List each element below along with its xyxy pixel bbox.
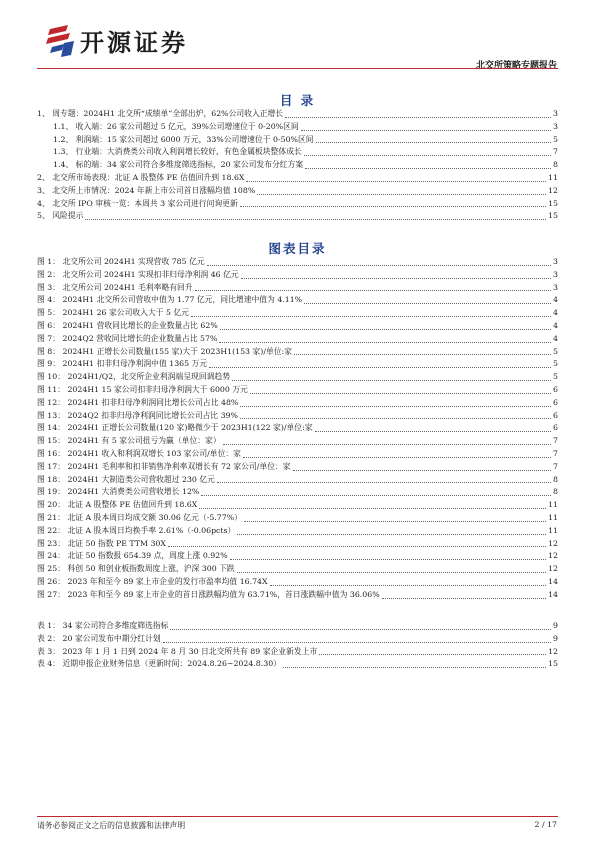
figure-entry-title: 图 22： 北证 A 股本周日均换手率 2.61%（-0.06pcts） <box>37 525 236 535</box>
dot-leader <box>209 367 551 368</box>
logo-text: 开源证券 <box>80 28 188 57</box>
toc-entry-title: 5、 风险提示 <box>37 211 84 221</box>
table-entry-title: 表 4： 近期申报企业财务信息（更新时间：2024.8.26~2024.8.30） <box>37 659 281 669</box>
figure-entry[interactable] <box>37 550 558 563</box>
dot-leader <box>168 546 546 547</box>
dot-leader <box>201 495 551 496</box>
table-entry-page: 15 <box>548 659 558 669</box>
company-logo <box>46 22 188 58</box>
dot-leader <box>191 316 551 317</box>
figure-entry[interactable] <box>37 358 558 371</box>
figure-entry-page: 11 <box>548 512 558 522</box>
report-type-label: 北交所策略专题报告 <box>475 61 557 71</box>
figure-entry-title: 图 3： 北交所公司 2024H1 毛利率略有回升 <box>37 282 193 292</box>
footer-divider <box>37 816 558 817</box>
dot-leader <box>219 342 551 343</box>
toc-entry-page: 15 <box>548 211 558 221</box>
table-entry[interactable] <box>37 620 558 633</box>
figure-entry-title: 图 9： 2024H1 扣非归母净利润中值 1365 万元 <box>37 359 208 369</box>
dot-leader <box>257 194 546 195</box>
toc-entry-page: 15 <box>548 198 558 208</box>
toc-entry[interactable] <box>37 134 558 147</box>
figure-entry-title: 图 20： 北证 A 股整体 PE 估值回升到 18.6X <box>37 500 198 510</box>
toc-entry-page: 12 <box>548 185 558 195</box>
footer-disclaimer: 请务必参阅正文之后的信息披露和法律声明 <box>37 821 186 830</box>
figure-entry-page: 7 <box>553 436 558 446</box>
dot-leader <box>305 168 551 169</box>
figure-entry-page: 14 <box>548 576 558 586</box>
figure-entry[interactable] <box>37 269 558 282</box>
figure-entry-page: 3 <box>553 257 558 266</box>
dot-leader <box>244 521 546 522</box>
figure-entry-page: 4 <box>553 295 558 305</box>
dot-leader <box>199 508 546 509</box>
footer-page-number: 2 / 17 <box>534 820 557 829</box>
table-entry-title: 表 3： 2023 年 1 月 1 日到 2024 年 8 月 30 日北交所共有 89 家企业新发上市 <box>37 646 318 656</box>
figure-entry-title: 图 24： 北证 50 指数报 654.39 点，周度上涨 0.92% <box>37 551 228 561</box>
toc-entry[interactable] <box>37 185 558 198</box>
toc-entry[interactable] <box>37 159 558 172</box>
figure-entry[interactable] <box>37 422 558 435</box>
figure-entry[interactable] <box>37 448 558 461</box>
figure-entry-title: 图 8： 2024H1 正增长公司数量(155 家)大于 2023H1(153 家)/单位:家 <box>37 346 292 356</box>
figure-entry-page: 8 <box>553 474 558 484</box>
figure-entry-title: 图 10： 2024H1/Q2，北交所企业利润端呈现回调趋势 <box>37 372 231 382</box>
figure-entry[interactable] <box>37 435 558 448</box>
toc-entry-page: 8 <box>553 160 558 170</box>
dot-leader <box>316 142 551 143</box>
figure-entry-page: 8 <box>553 487 558 497</box>
figure-entry[interactable] <box>37 576 558 589</box>
toc-entry-page: 7 <box>553 147 558 157</box>
figure-entry-title: 图 1： 北交所公司 2024H1 实现营收 785 亿元 <box>37 257 205 266</box>
toc-entry-title: 1.4、 标的端：34 家公司符合多维度筛选指标，20 家公司发布分红方案 <box>53 160 304 170</box>
figure-entry-page: 12 <box>548 564 558 574</box>
dot-leader <box>195 290 551 291</box>
dot-leader <box>304 155 551 156</box>
figure-entry[interactable] <box>37 256 558 269</box>
toc-entry-title: 3、 北交所上市情况：2024 年新上市公司首日涨幅均值 108% <box>37 185 256 195</box>
figure-entry-page: 3 <box>553 282 558 292</box>
figure-entry-page: 6 <box>553 423 558 433</box>
dot-leader <box>294 354 551 355</box>
figure-entry[interactable] <box>37 282 558 295</box>
logo-mark-icon <box>46 23 76 57</box>
dot-leader <box>230 559 546 560</box>
dot-leader <box>304 303 551 304</box>
toc-entry-title: 1、 周专题：2024H1 北交所“成绩单”全部出炉，62%公司收入正增长 <box>37 109 284 118</box>
dot-leader <box>301 130 551 131</box>
toc-entry-title: 1.2、 利润端：15 家公司超过 6000 万元，33%公司增速位于 0-50%区间 <box>53 134 314 144</box>
figure-entry[interactable] <box>37 461 558 474</box>
toc-entry-page: 3 <box>553 121 558 131</box>
figure-entry[interactable] <box>37 525 558 538</box>
figure-entry-title: 图 15： 2024H1 有 5 家公司扭亏为赢（单位：家） <box>37 436 221 446</box>
figure-entry-title: 图 11： 2024H1 15 家公司扣非归母净利润大于 6000 万元 <box>37 384 248 394</box>
figure-entry[interactable] <box>37 294 558 307</box>
figure-entry-page: 3 <box>553 269 558 279</box>
figure-entry[interactable] <box>37 512 558 525</box>
dot-leader <box>232 380 551 381</box>
toc-entry-title: 4、 北交所 IPO 审核一览：本周共 3 家公司进行问询更新 <box>37 198 238 208</box>
figure-entry[interactable] <box>37 371 558 384</box>
figure-entry-title: 图 21： 北证 A 股本周日均成交额 30.06 亿元（-5.77%） <box>37 512 242 522</box>
figure-entry-page: 5 <box>553 372 558 382</box>
figure-entry[interactable] <box>37 320 558 333</box>
dot-leader <box>382 598 546 599</box>
table-entry-page: 9 <box>553 621 558 630</box>
figure-entry-title: 图 23： 北证 50 指数 PE TTM 30X <box>37 538 166 548</box>
toc-entry[interactable] <box>37 108 558 121</box>
figure-entry-title: 图 12： 2024H1 扣非归母净利润同比增长公司占比 48% <box>37 397 239 407</box>
toc-entry[interactable] <box>37 198 558 211</box>
dot-leader <box>246 181 546 182</box>
dot-leader <box>250 393 551 394</box>
figure-entry[interactable] <box>37 307 558 320</box>
figure-entry-page: 6 <box>553 410 558 420</box>
figure-entry-title: 图 4： 2024H1 北交所公司营收中值为 1.77 亿元，同比增速中值为 4.11% <box>37 295 303 305</box>
toc-entry[interactable] <box>37 146 558 159</box>
toc-list <box>37 108 558 223</box>
toc-entry-page: 3 <box>553 109 558 118</box>
toc-entry-page: 5 <box>553 134 558 144</box>
dot-leader <box>163 642 551 643</box>
figure-entry[interactable] <box>37 563 558 576</box>
figure-entry[interactable] <box>37 589 558 602</box>
dot-leader <box>220 329 551 330</box>
table-entry-title: 表 2： 20 家公司发布中期分红计划 <box>37 633 161 643</box>
toc-entry[interactable] <box>37 172 558 185</box>
dot-leader <box>293 470 551 471</box>
figure-entry[interactable] <box>37 410 558 423</box>
table-entry[interactable] <box>37 633 558 646</box>
dot-leader <box>285 117 551 118</box>
figure-entry[interactable] <box>37 397 558 410</box>
figure-entry[interactable] <box>37 538 558 551</box>
figure-entry-page: 5 <box>553 346 558 356</box>
figure-entry[interactable] <box>37 486 558 499</box>
dot-leader <box>217 482 551 483</box>
dot-leader <box>270 585 547 586</box>
toc-entry-title: 1.1、 收入端：26 家公司超过 5 亿元，39%公司增速位于 0-20%区间 <box>53 121 299 131</box>
dot-leader <box>241 278 551 279</box>
table-entry-page: 12 <box>548 646 558 656</box>
toc-title: 目 录 <box>279 93 316 108</box>
table-entry-title: 表 1： 34 家公司符合多维度筛选指标 <box>37 621 169 630</box>
dot-leader <box>240 406 551 407</box>
dot-leader <box>243 457 551 458</box>
figure-entry-title: 图 16： 2024H1 收入和利润双增长 103 家公司/单位：家 <box>37 448 241 458</box>
figure-entry-page: 6 <box>553 397 558 407</box>
toc-entry[interactable] <box>37 121 558 134</box>
figure-entry-page: 12 <box>548 551 558 561</box>
figure-entry-title: 图 14： 2024H1 正增长公司数量(120 家)略微少于 2023H1(122 家)/单位:家 <box>37 423 313 433</box>
figure-entry-page: 4 <box>553 333 558 343</box>
figure-entry-page: 14 <box>548 589 558 599</box>
dot-leader <box>319 654 546 655</box>
dot-leader <box>170 629 551 630</box>
dot-leader <box>240 206 546 207</box>
figure-entry-title: 图 13： 2024Q2 扣非归母净利润同比增长公司占比 39% <box>37 410 238 420</box>
figure-entry-page: 11 <box>548 500 558 510</box>
toc-entry[interactable] <box>37 210 558 223</box>
figure-entry-title: 图 2： 北交所公司 2024H1 实现扣非归母净利润 46 亿元 <box>37 269 239 279</box>
figure-entry[interactable] <box>37 333 558 346</box>
toc-entry-title: 1.3、 行业端：大消费类公司收入利润增长较好，有色金属板块整体成长 <box>53 147 302 157</box>
figure-entry[interactable] <box>37 499 558 512</box>
toc-entry-page: 11 <box>548 172 558 182</box>
figure-entry-title: 图 17： 2024H1 毛利率和扣非销售净利率双增长有 72 家公司/单位：家 <box>37 461 291 471</box>
dot-leader <box>237 534 546 535</box>
table-entry-page: 9 <box>553 633 558 643</box>
figure-list <box>37 256 558 602</box>
toc-entry-title: 2、 北交所市场表现：北证 A 股整体 PE 估值回升到 18.6X <box>37 172 245 182</box>
lof-title: 图表目录 <box>268 241 327 256</box>
dot-leader <box>240 418 551 419</box>
dot-leader <box>85 219 546 220</box>
figure-entry-page: 4 <box>553 320 558 330</box>
figure-entry-title: 图 25： 科创 50 和创业板指数周度上涨，沪深 300 下跌 <box>37 564 235 574</box>
figure-entry[interactable] <box>37 474 558 487</box>
dot-leader <box>315 431 552 432</box>
figure-entry-page: 7 <box>553 448 558 458</box>
figure-entry-title: 图 18： 2024H1 大制造类公司营收超过 230 亿元 <box>37 474 215 484</box>
table-entry[interactable] <box>37 658 558 671</box>
dot-leader <box>237 572 546 573</box>
figure-entry-page: 5 <box>553 359 558 369</box>
table-list <box>37 620 558 671</box>
figure-entry[interactable] <box>37 346 558 359</box>
dot-leader <box>283 667 546 668</box>
figure-entry-page: 6 <box>553 384 558 394</box>
figure-entry[interactable] <box>37 384 558 397</box>
figure-entry-title: 图 26： 2023 年和至今 89 家上市企业的发行市盈率均值 16.74X <box>37 576 268 586</box>
figure-entry-page: 4 <box>553 308 558 318</box>
figure-entry-page: 12 <box>548 538 558 548</box>
figure-entry-title: 图 19： 2024H1 大消费类公司营收增长 12% <box>37 487 200 497</box>
figure-entry-title: 图 7： 2024Q2 营收同比增长的企业数量占比 57% <box>37 333 218 343</box>
dot-leader <box>223 444 551 445</box>
header-divider <box>37 68 558 69</box>
figure-entry-title: 图 27： 2023 年和至今 89 家上市企业的首日涨跌幅均值为 63.71%，首日涨跌幅中值为 36.06% <box>37 589 380 599</box>
figure-entry-title: 图 6： 2024H1 营收同比增长的企业数量占比 62% <box>37 320 218 330</box>
figure-entry-page: 11 <box>548 525 558 535</box>
figure-entry-title: 图 5： 2024H1 26 家公司收入大于 5 亿元 <box>37 308 190 318</box>
table-entry[interactable] <box>37 646 558 659</box>
figure-entry-page: 7 <box>553 461 558 471</box>
dot-leader <box>207 265 551 266</box>
